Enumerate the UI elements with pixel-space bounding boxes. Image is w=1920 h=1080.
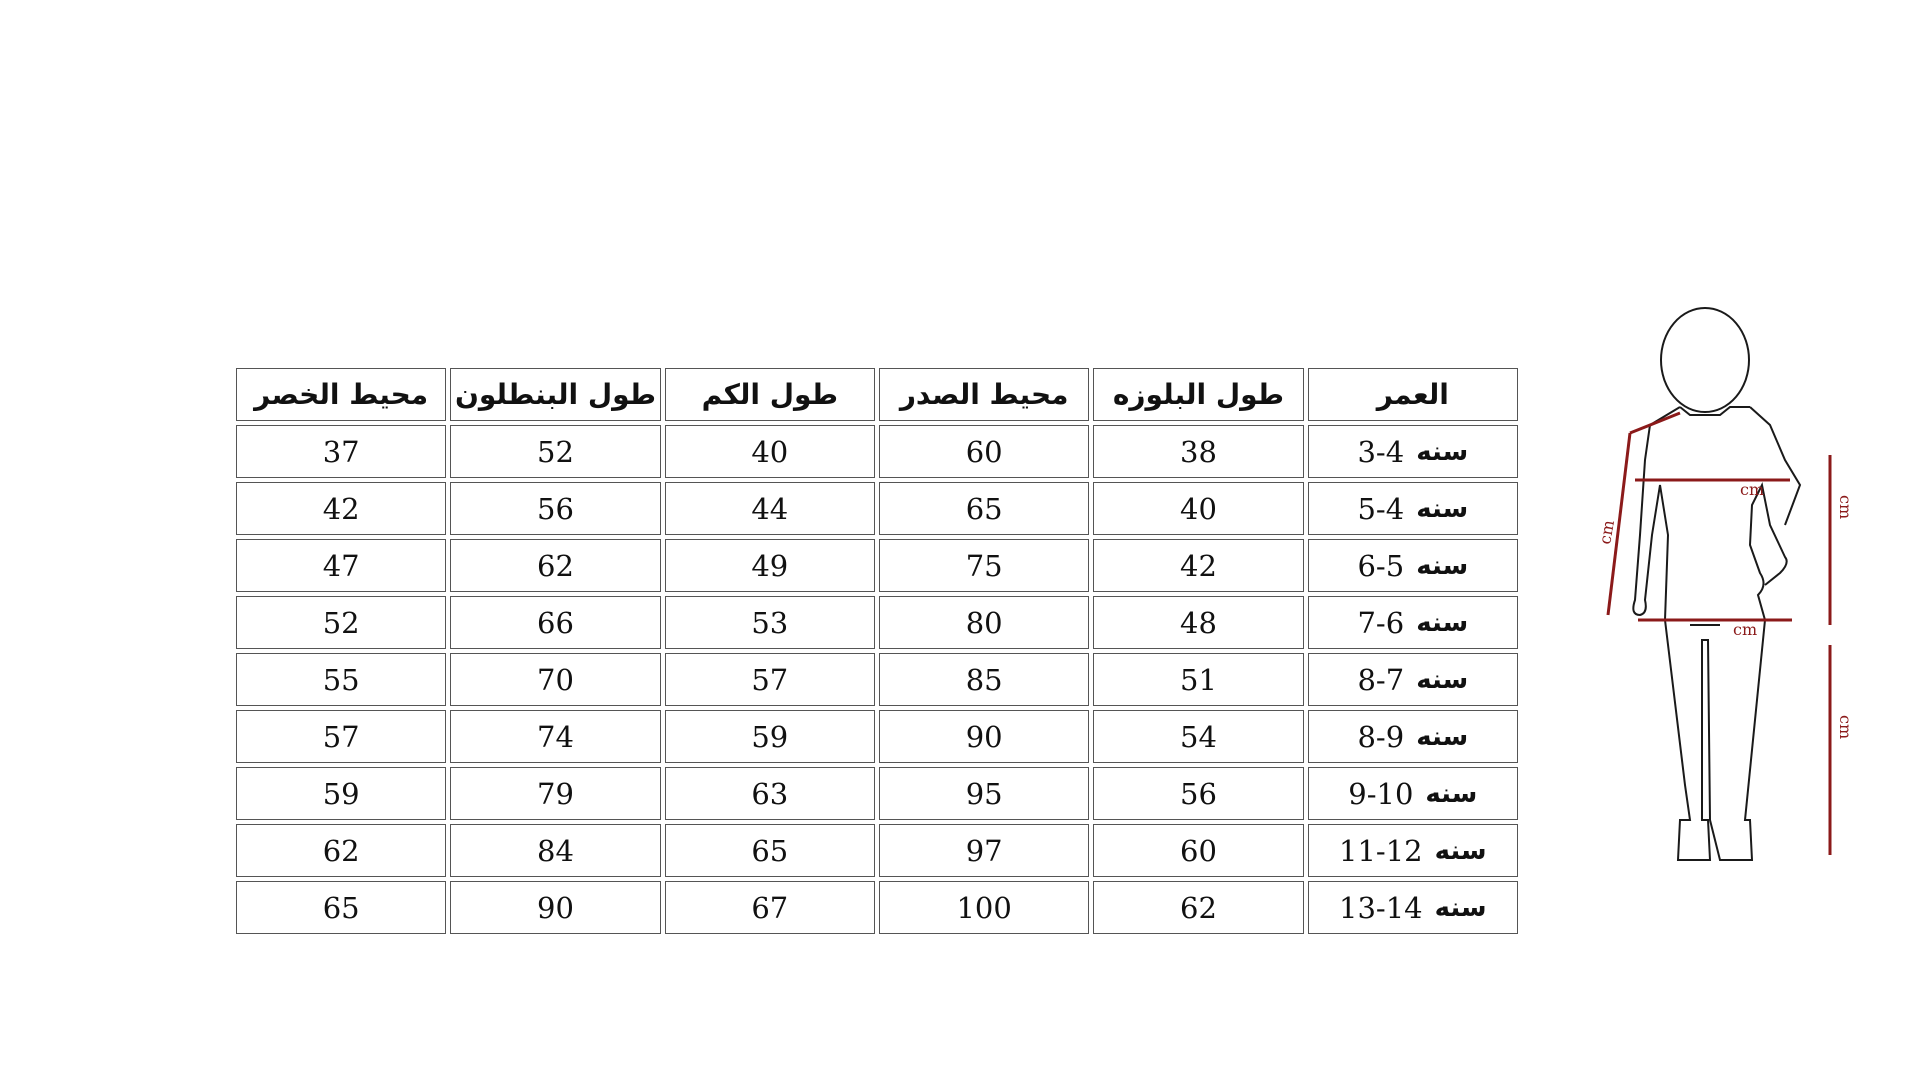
cell-chest: 97 [879, 824, 1089, 877]
cell-pants-length: 62 [450, 539, 660, 592]
cell-blouse-length: 48 [1093, 596, 1303, 649]
cell-sleeve-length: 63 [665, 767, 875, 820]
age-unit-label: سنه [1416, 664, 1469, 695]
cell-chest: 85 [879, 653, 1089, 706]
cell-sleeve-length: 59 [665, 710, 875, 763]
cell-blouse-length: 62 [1093, 881, 1303, 934]
cell-sleeve-length: 53 [665, 596, 875, 649]
age-unit-label: سنه [1416, 550, 1469, 581]
cell-pants-length: 90 [450, 881, 660, 934]
age-unit-label: سنه [1416, 493, 1469, 524]
table-header-row [234, 366, 1520, 423]
age-range-value: 8-7 [1357, 662, 1405, 697]
table-row [234, 651, 1520, 708]
head-shape [1661, 308, 1749, 412]
age-unit-label: سنه [1416, 607, 1469, 638]
age-range-value: 7-6 [1357, 605, 1405, 640]
table-row [234, 537, 1520, 594]
cell-chest: 90 [879, 710, 1089, 763]
age-range-value: 3-4 [1357, 434, 1405, 469]
cm-label-blouse: cm [1836, 495, 1855, 520]
cell-age [1308, 710, 1518, 763]
cell-sleeve-length: 40 [665, 425, 875, 478]
cell-pants-length: 52 [450, 425, 660, 478]
cell-age [1308, 824, 1518, 877]
body-outline [1633, 308, 1800, 860]
cell-waist: 57 [236, 710, 446, 763]
cell-pants-length: 79 [450, 767, 660, 820]
table-row [234, 879, 1520, 936]
cell-waist: 52 [236, 596, 446, 649]
cm-label-chest: cm [1740, 480, 1765, 499]
cell-sleeve-length: 57 [665, 653, 875, 706]
cell-waist: 37 [236, 425, 446, 478]
cell-sleeve-length: 67 [665, 881, 875, 934]
table-row [234, 822, 1520, 879]
cell-age [1308, 881, 1518, 934]
cell-chest: 100 [879, 881, 1089, 934]
cm-label-pants: cm [1836, 715, 1855, 740]
cell-blouse-length: 38 [1093, 425, 1303, 478]
age-range-value: 9-10 [1348, 776, 1414, 811]
cell-age [1308, 653, 1518, 706]
age-range-value: 13-14 [1339, 890, 1423, 925]
cell-sleeve-length: 44 [665, 482, 875, 535]
cell-waist: 42 [236, 482, 446, 535]
cell-blouse-length: 60 [1093, 824, 1303, 877]
cell-blouse-length: 51 [1093, 653, 1303, 706]
age-range-value: 8-9 [1357, 719, 1405, 754]
age-unit-label: سنه [1425, 778, 1478, 809]
cell-pants-length: 74 [450, 710, 660, 763]
cell-waist: 65 [236, 881, 446, 934]
header-chest: محيط الصدر [879, 368, 1089, 421]
cell-blouse-length: 56 [1093, 767, 1303, 820]
header-pants-length: طول البنطلون [450, 368, 660, 421]
size-chart-table [234, 366, 1520, 936]
age-range-value: 6-5 [1357, 548, 1405, 583]
child-figure-illustration [1590, 295, 1855, 915]
cell-age [1308, 482, 1518, 535]
cell-waist: 62 [236, 824, 446, 877]
cell-age [1308, 539, 1518, 592]
header-waist: محيط الخصر [236, 368, 446, 421]
cell-waist: 47 [236, 539, 446, 592]
age-unit-label: سنه [1416, 436, 1469, 467]
cell-waist: 59 [236, 767, 446, 820]
cell-chest: 65 [879, 482, 1089, 535]
cell-chest: 75 [879, 539, 1089, 592]
header-blouse-length: طول البلوزه [1093, 368, 1303, 421]
cell-sleeve-length: 49 [665, 539, 875, 592]
header-age: العمر [1308, 368, 1518, 421]
table-row [234, 708, 1520, 765]
cell-age [1308, 596, 1518, 649]
table-row [234, 765, 1520, 822]
cell-blouse-length: 54 [1093, 710, 1303, 763]
cell-age [1308, 425, 1518, 478]
age-unit-label: سنه [1434, 892, 1487, 923]
cell-chest: 60 [879, 425, 1089, 478]
age-unit-label: سنه [1416, 721, 1469, 752]
cell-pants-length: 84 [450, 824, 660, 877]
cell-blouse-length: 40 [1093, 482, 1303, 535]
cm-label-sleeve: cm [1595, 518, 1619, 546]
age-unit-label: سنه [1434, 835, 1487, 866]
cell-waist: 55 [236, 653, 446, 706]
cell-age [1308, 767, 1518, 820]
cell-chest: 80 [879, 596, 1089, 649]
cell-pants-length: 56 [450, 482, 660, 535]
age-range-value: 11-12 [1339, 833, 1423, 868]
cell-chest: 95 [879, 767, 1089, 820]
outline-path [1633, 407, 1800, 860]
cell-sleeve-length: 65 [665, 824, 875, 877]
cell-pants-length: 70 [450, 653, 660, 706]
cm-label-waist: cm [1733, 620, 1758, 639]
cell-pants-length: 66 [450, 596, 660, 649]
table-row [234, 480, 1520, 537]
table-row [234, 423, 1520, 480]
cell-blouse-length: 42 [1093, 539, 1303, 592]
header-sleeve-length: طول الكم [665, 368, 875, 421]
age-range-value: 5-4 [1357, 491, 1405, 526]
table-row [234, 594, 1520, 651]
